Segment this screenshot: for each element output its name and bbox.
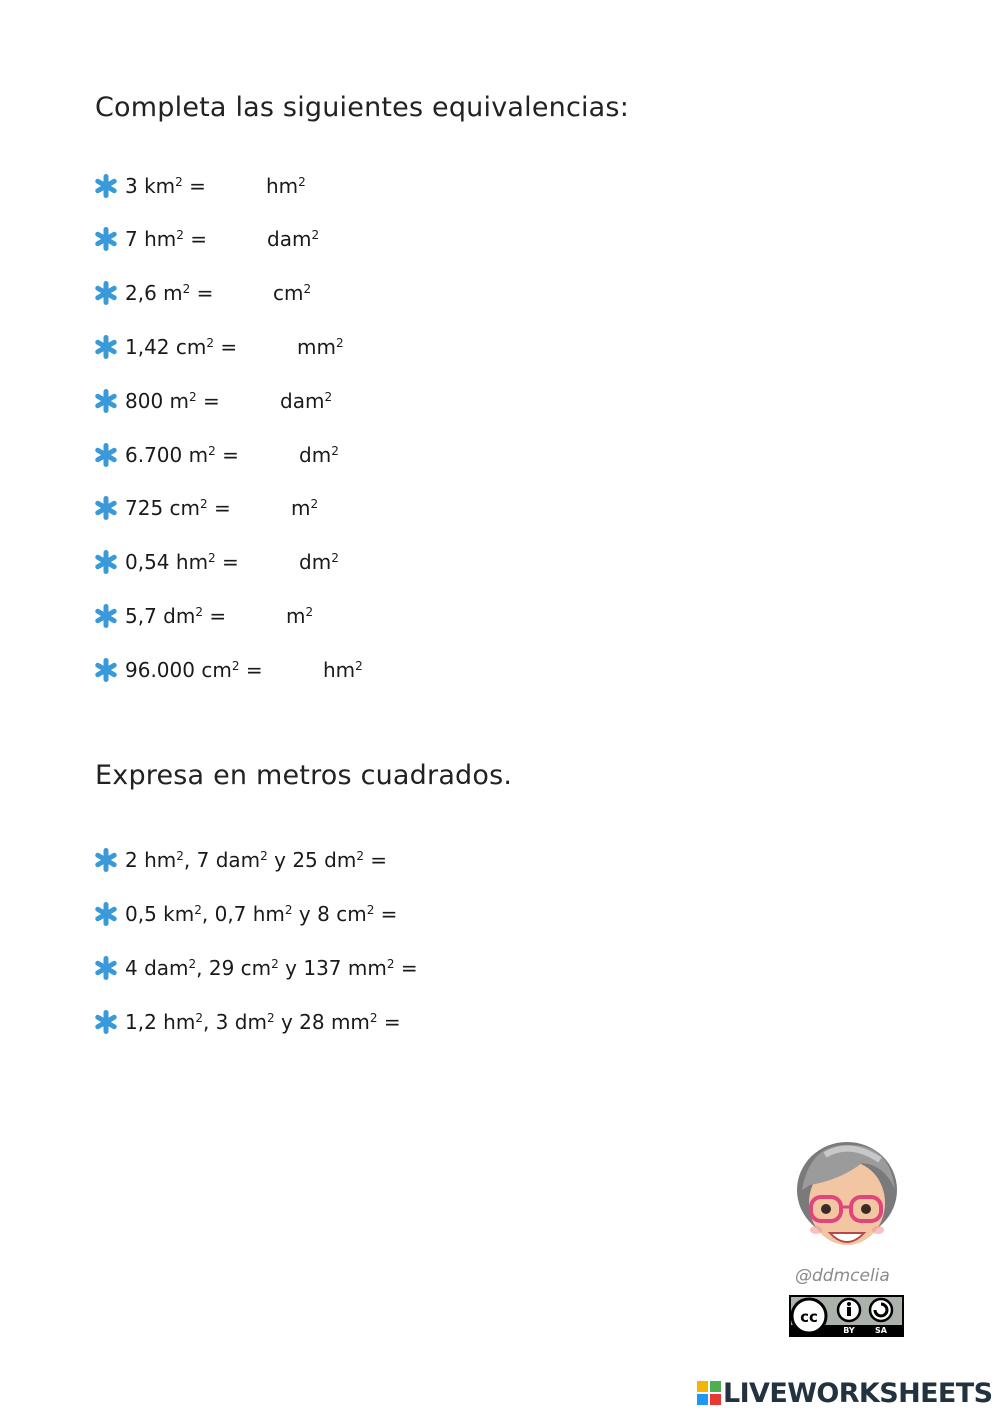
- liveworksheets-logo-icon: [697, 1381, 721, 1405]
- license-label-by: BY: [843, 1326, 855, 1335]
- expression-part: y 25 dm: [267, 848, 357, 872]
- target-unit: [266, 174, 306, 198]
- expression-part: , 3 dm: [202, 1010, 267, 1034]
- superscript-two: 2: [298, 175, 306, 189]
- given-quantity: 800 m: [125, 389, 190, 413]
- square-meters-item: [93, 953, 418, 983]
- superscript-two: 2: [284, 903, 293, 917]
- asterisk-bullet-icon: [93, 1009, 119, 1035]
- expression-part: , 29 cm: [196, 956, 272, 980]
- svg-text:cc: cc: [800, 1308, 818, 1326]
- target-unit: [299, 550, 339, 574]
- equals-sign: =: [239, 658, 263, 682]
- equivalence-item: [93, 171, 306, 201]
- asterisk-bullet-icon: [93, 657, 119, 683]
- given-quantity: 2,6 m: [125, 281, 183, 305]
- superscript-two: 2: [324, 390, 333, 404]
- superscript-two: 2: [194, 903, 202, 917]
- superscript-two: 2: [208, 444, 216, 458]
- superscript-two: 2: [176, 849, 184, 863]
- expression-part: =: [394, 956, 418, 980]
- liveworksheets-wordmark: LIVEWORKSHEETS: [723, 1377, 993, 1409]
- equals-sign: =: [190, 281, 214, 305]
- superscript-two: 2: [303, 282, 312, 296]
- equivalence-expression: [125, 496, 231, 520]
- asterisk-bullet-icon: [93, 173, 119, 199]
- asterisk-bullet-icon: [93, 847, 119, 873]
- equals-sign: =: [207, 496, 231, 520]
- equivalence-item: [93, 440, 339, 470]
- target-unit-label: mm: [297, 335, 336, 359]
- equivalence-item: [93, 278, 312, 308]
- superscript-two: 2: [369, 1011, 378, 1025]
- equivalence-item: [93, 493, 319, 523]
- expression-part: 2 hm: [125, 848, 177, 872]
- equivalence-expression: [125, 335, 237, 359]
- expression-part: 4 dam: [125, 956, 189, 980]
- equivalence-expression: [125, 550, 239, 574]
- superscript-two: 2: [189, 390, 197, 404]
- target-unit-label: hm: [323, 658, 356, 682]
- expression-part: y 28 mm: [274, 1010, 370, 1034]
- given-quantity: 5,7 dm: [125, 604, 196, 628]
- equivalence-expression: [125, 443, 239, 467]
- section-2-title: Expresa en metros cuadrados.: [95, 760, 513, 791]
- section-1-title: Completa las siguientes equivalencias:: [95, 92, 629, 123]
- area-expression: [125, 902, 397, 926]
- expression-part: =: [363, 848, 388, 872]
- area-expression: [125, 848, 387, 872]
- superscript-two: 2: [182, 282, 191, 296]
- target-unit-label: dam: [267, 227, 312, 251]
- equals-sign: =: [202, 604, 227, 628]
- equals-sign: =: [183, 227, 208, 251]
- expression-part: y 137 mm: [278, 956, 387, 980]
- given-quantity: 96.000 cm: [125, 658, 232, 682]
- target-unit: [299, 443, 339, 467]
- target-unit-label: m: [291, 496, 311, 520]
- target-unit-label: m: [286, 604, 306, 628]
- expression-part: =: [374, 902, 398, 926]
- superscript-two: 2: [366, 903, 375, 917]
- target-unit-label: cm: [273, 281, 304, 305]
- target-unit: [280, 389, 332, 413]
- expression-part: 0,5 km: [125, 902, 195, 926]
- equivalence-expression: [125, 227, 207, 251]
- equals-sign: =: [196, 389, 220, 413]
- superscript-two: 2: [175, 175, 183, 189]
- asterisk-bullet-icon: [93, 280, 119, 306]
- superscript-two: 2: [355, 659, 363, 673]
- square-meters-item: [93, 845, 387, 875]
- superscript-two: 2: [176, 228, 184, 242]
- asterisk-bullet-icon: [93, 388, 119, 414]
- equivalence-item: [93, 601, 314, 631]
- cc-by-sa-icon: [789, 1295, 904, 1337]
- superscript-two: 2: [311, 228, 320, 242]
- equivalence-item: [93, 332, 344, 362]
- superscript-two: 2: [331, 444, 339, 458]
- license-label-sa: SA: [875, 1326, 887, 1335]
- asterisk-bullet-icon: [93, 334, 119, 360]
- superscript-two: 2: [195, 605, 203, 619]
- author-avatar: [790, 1135, 905, 1267]
- target-unit: [297, 335, 344, 359]
- square-meters-item: [93, 899, 397, 929]
- equals-sign: =: [214, 335, 238, 359]
- given-quantity: 725 cm: [125, 496, 201, 520]
- given-quantity: 7 hm: [125, 227, 177, 251]
- asterisk-bullet-icon: [93, 955, 119, 981]
- target-unit: [291, 496, 318, 520]
- superscript-two: 2: [208, 551, 216, 565]
- equivalence-expression: [125, 658, 263, 682]
- equivalence-item: [93, 224, 320, 254]
- superscript-two: 2: [260, 849, 268, 863]
- equals-sign: =: [182, 174, 206, 198]
- superscript-two: 2: [188, 957, 197, 971]
- asterisk-bullet-icon: [93, 901, 119, 927]
- asterisk-bullet-icon: [93, 495, 119, 521]
- author-handle: @ddmcelia: [795, 1266, 890, 1286]
- superscript-two: 2: [266, 1011, 275, 1025]
- expression-part: , 0,7 hm: [201, 902, 285, 926]
- equals-sign: =: [215, 550, 239, 574]
- superscript-two: 2: [200, 497, 208, 511]
- given-quantity: 6.700 m: [125, 443, 209, 467]
- expression-part: y 8 cm: [292, 902, 367, 926]
- superscript-two: 2: [356, 849, 364, 863]
- area-expression: [125, 956, 418, 980]
- equals-sign: =: [215, 443, 239, 467]
- equivalence-expression: [125, 174, 206, 198]
- asterisk-bullet-icon: [93, 226, 119, 252]
- target-unit-label: hm: [266, 174, 299, 198]
- expression-part: =: [377, 1010, 401, 1034]
- target-unit-label: dm: [299, 443, 332, 467]
- target-unit: [267, 227, 319, 251]
- target-unit: [286, 604, 313, 628]
- superscript-two: 2: [231, 659, 240, 673]
- given-quantity: 3 km: [125, 174, 176, 198]
- equivalence-expression: [125, 281, 213, 305]
- expression-part: 1,2 hm: [125, 1010, 196, 1034]
- asterisk-bullet-icon: [93, 442, 119, 468]
- equivalence-item: [93, 386, 333, 416]
- superscript-two: 2: [386, 957, 395, 971]
- expression-part: , 7 dam: [183, 848, 261, 872]
- superscript-two: 2: [331, 551, 339, 565]
- given-quantity: 0,54 hm: [125, 550, 209, 574]
- superscript-two: 2: [195, 1011, 203, 1025]
- liveworksheets-logo[interactable]: [697, 1377, 992, 1409]
- asterisk-bullet-icon: [93, 549, 119, 575]
- superscript-two: 2: [271, 957, 279, 971]
- target-unit-label: dam: [280, 389, 325, 413]
- asterisk-bullet-icon: [93, 603, 119, 629]
- square-meters-item: [93, 1007, 401, 1037]
- target-unit: [323, 658, 363, 682]
- superscript-two: 2: [310, 497, 319, 511]
- area-expression: [125, 1010, 401, 1034]
- equivalence-item: [93, 655, 363, 685]
- superscript-two: 2: [335, 336, 344, 350]
- target-unit: [273, 281, 311, 305]
- equivalence-expression: [125, 604, 226, 628]
- target-unit-label: dm: [299, 550, 332, 574]
- equivalence-item: [93, 547, 339, 577]
- superscript-two: 2: [305, 605, 314, 619]
- equivalence-expression: [125, 389, 220, 413]
- given-quantity: 1,42 cm: [125, 335, 207, 359]
- superscript-two: 2: [206, 336, 215, 350]
